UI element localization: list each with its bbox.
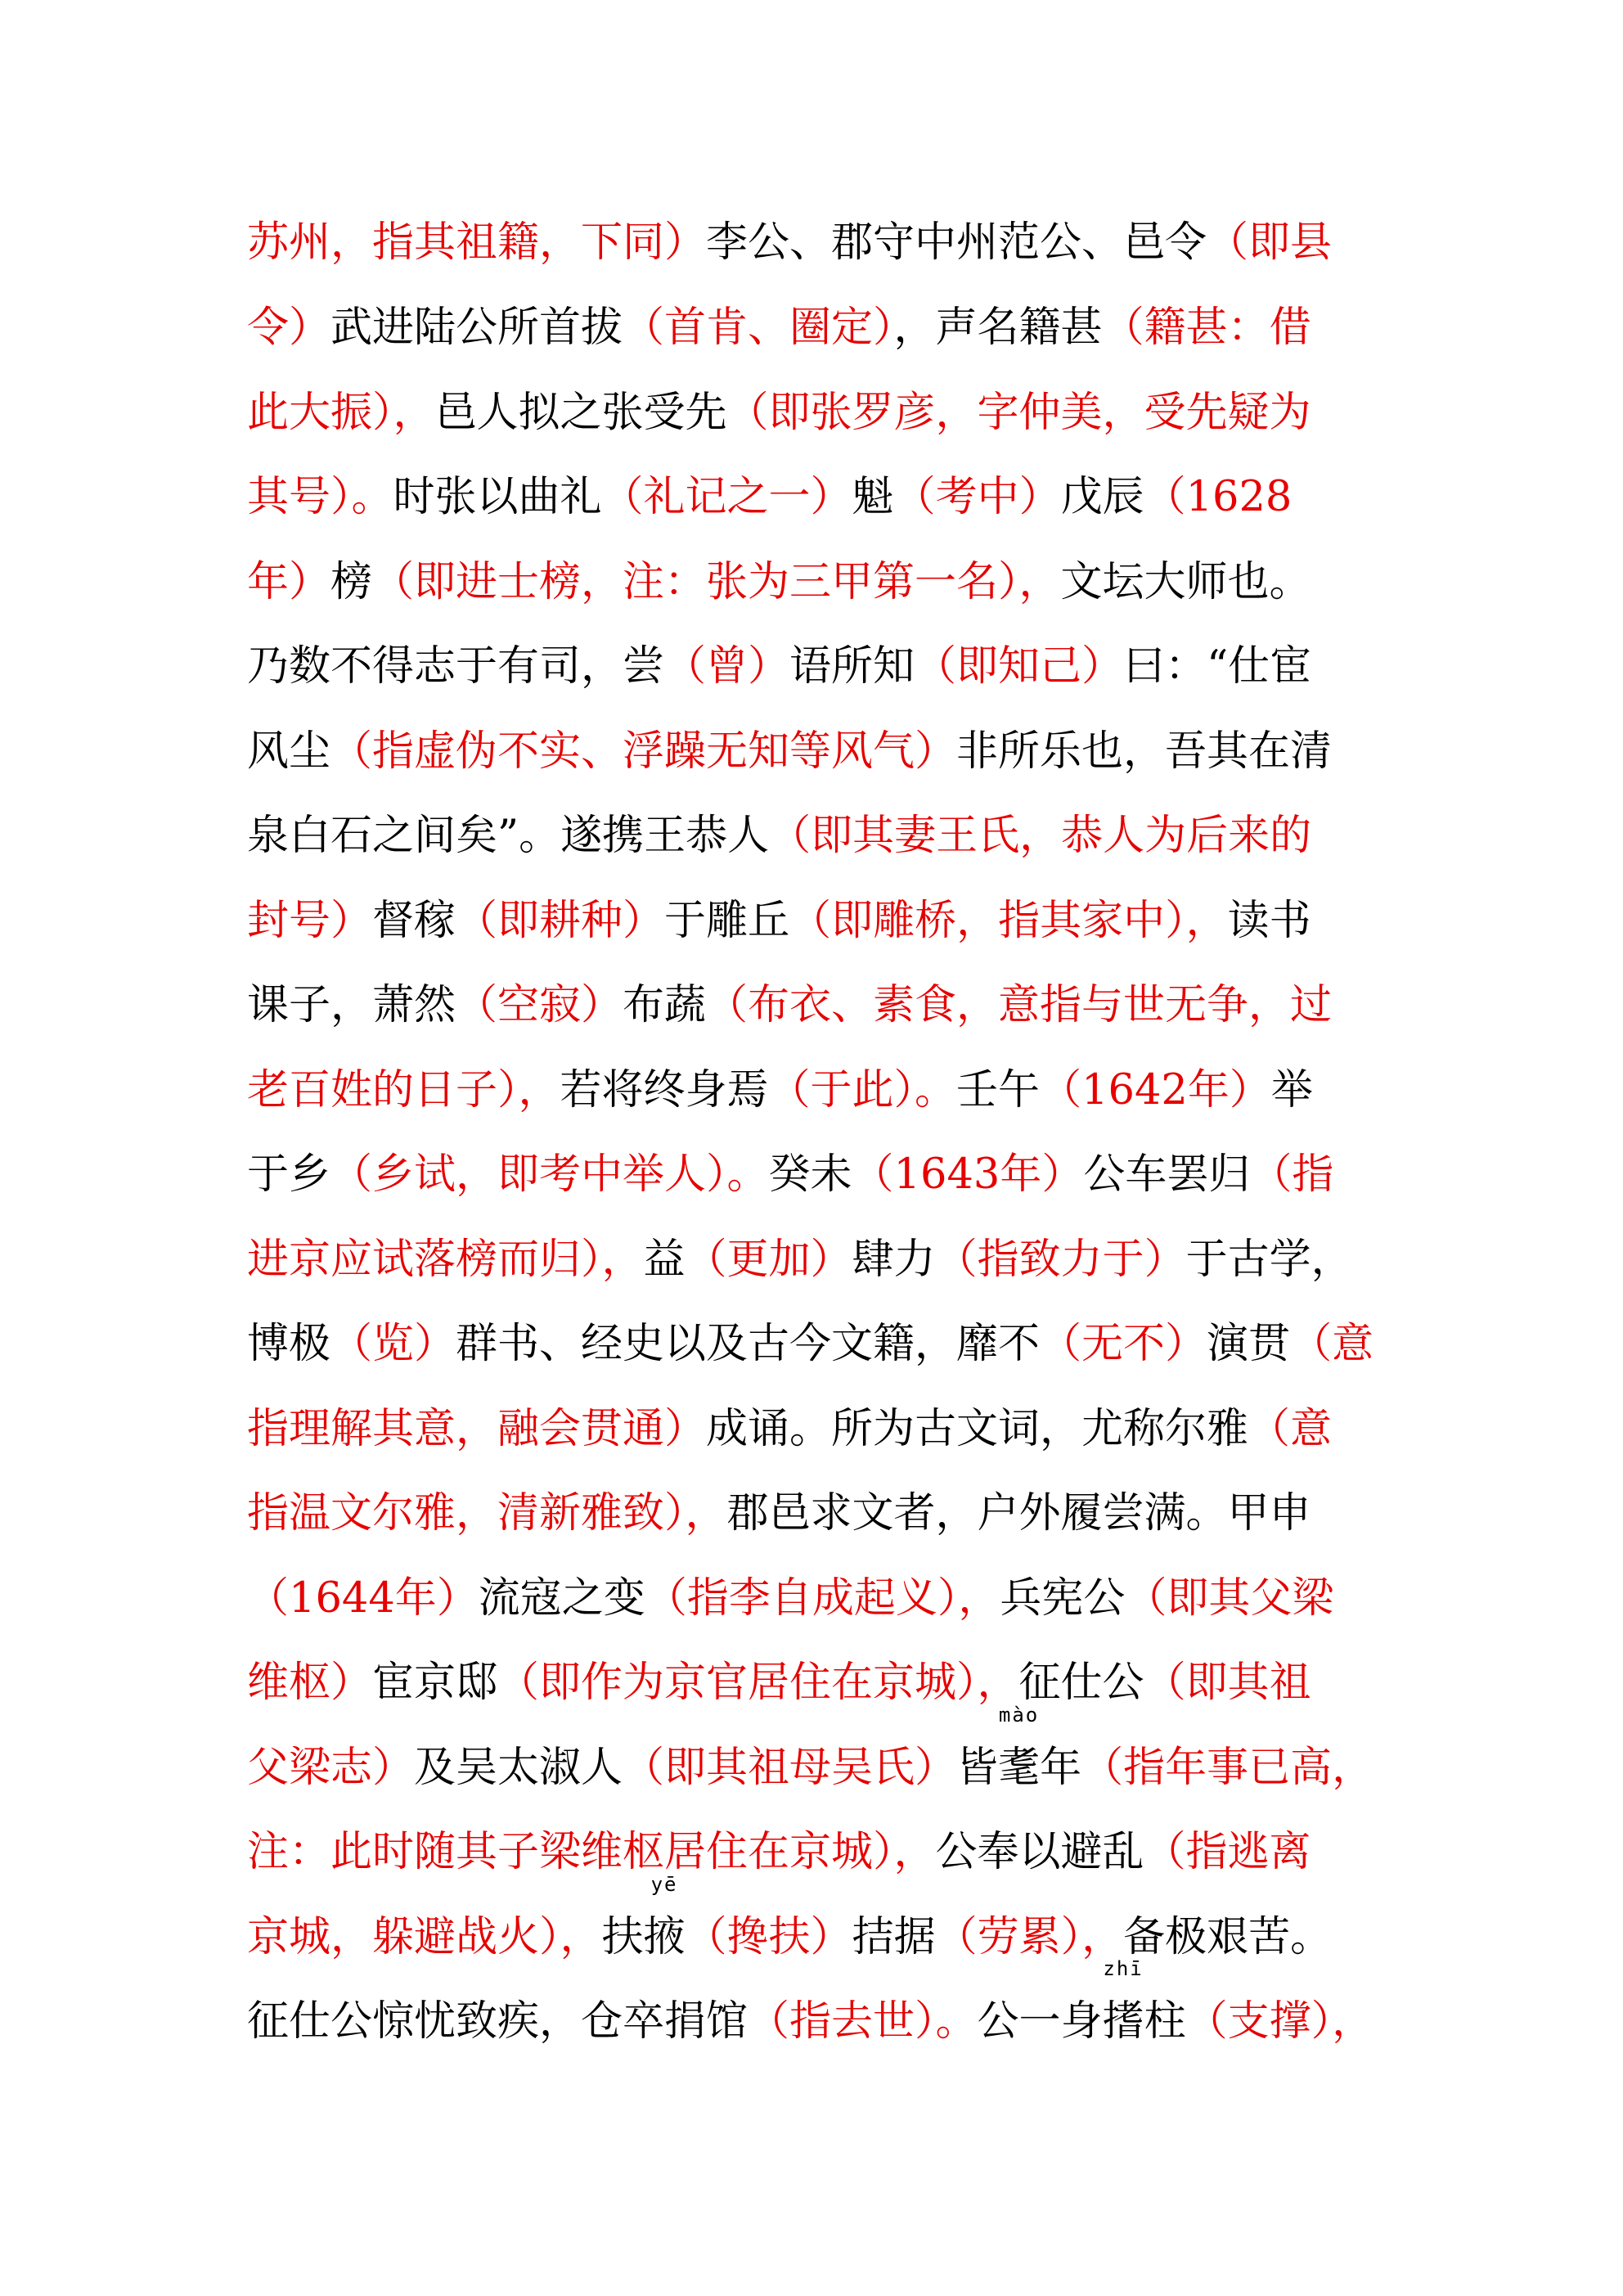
source-text: 肆力 — [852, 1236, 936, 1284]
annotation-text: 维枢） — [247, 1659, 373, 1707]
annotation-text: （即其妻王氏，恭人为后来的 — [769, 812, 1312, 860]
source-text: 读书 — [1227, 897, 1311, 945]
source-text: 课子，萧然 — [247, 981, 456, 1029]
annotation-text: （即张罗彦，字仲美，受先疑为 — [726, 389, 1311, 437]
annotation-text: 注：此时随其子梁维枢居住在京城）， — [247, 1828, 936, 1876]
base-character: 耄 — [998, 1744, 1041, 1792]
text-line — [247, 1562, 1392, 1636]
annotation-text: （指致力于） — [935, 1236, 1186, 1284]
text-line — [247, 1223, 1392, 1297]
source-text: 成诵。所为古文词，尤称尔雅 — [706, 1405, 1249, 1453]
annotation-text: （1628 — [1144, 473, 1293, 521]
annotation-text: 封号） — [247, 897, 373, 945]
annotation-text: （1642年） — [1040, 1066, 1271, 1114]
source-text: 于乡 — [247, 1150, 331, 1199]
text-line — [247, 206, 1392, 280]
annotation-text: （乡试，即考中举人）。 — [330, 1150, 769, 1199]
pinyin-annotation: zhī — [1103, 1957, 1144, 1980]
text-line — [247, 1138, 1392, 1212]
source-text: 征仕公惊忧致疾，仓卒捐馆 — [247, 1997, 749, 2046]
annotation-text: 此大振）， — [247, 389, 435, 437]
annotation-text: （即其祖母吴氏） — [623, 1744, 957, 1792]
annotation-text: 年） — [247, 558, 331, 606]
source-text: 癸未 — [768, 1150, 852, 1199]
source-text: 兵宪公 — [1000, 1574, 1126, 1623]
annotation-text: （即耕种） — [456, 897, 665, 945]
annotation-text: 京城，躲避战火）， — [247, 1913, 602, 1961]
source-text: 时张以曲礼 — [393, 473, 602, 521]
base-character: 掖 — [643, 1913, 686, 1961]
source-text: 公一身 — [977, 1997, 1103, 2046]
annotation-text: （1644年） — [247, 1574, 479, 1623]
text-line — [247, 1646, 1392, 1720]
text-line — [247, 376, 1392, 450]
annotation-text: （即雕桥，指其家中）， — [789, 897, 1228, 945]
annotation-text: （指去世）。 — [748, 1997, 978, 2046]
base-character: 搘 — [1102, 1997, 1144, 2046]
annotation-text: （意 — [1248, 1405, 1333, 1453]
source-text: 博极 — [247, 1320, 331, 1368]
text-line — [247, 1308, 1392, 1381]
source-text: 督稼 — [372, 897, 456, 945]
source-text: 公车罢归 — [1083, 1150, 1251, 1199]
text-line — [247, 546, 1392, 619]
source-text: 柱 — [1144, 1997, 1186, 2046]
text-line — [247, 461, 1392, 534]
source-text: 于古学， — [1185, 1236, 1353, 1284]
annotation-text: 老百姓的日子）， — [247, 1066, 560, 1114]
pinyin-annotation: yē — [650, 1873, 678, 1896]
text-line — [247, 1704, 1392, 1805]
source-text: 备极艰苦。 — [1123, 1913, 1333, 1961]
annotated-character — [1102, 1957, 1144, 2059]
annotation-text: （更加） — [685, 1236, 852, 1284]
source-text: 演贯 — [1207, 1320, 1291, 1368]
annotation-text: （意 — [1290, 1320, 1374, 1368]
source-text: 于雕丘 — [664, 897, 790, 945]
annotation-text: （无不） — [1040, 1320, 1207, 1368]
source-text: 郡邑求文者，户外履尝满。甲申 — [726, 1489, 1311, 1537]
annotation-text: 其号）。 — [247, 473, 393, 521]
source-text: 征仕公 — [1018, 1659, 1144, 1707]
text-line — [247, 885, 1392, 958]
text-line — [247, 1054, 1392, 1128]
source-text: ，声名籍甚 — [893, 304, 1103, 352]
annotation-text: 进京应试落榜而归）， — [247, 1236, 644, 1284]
annotation-text: （支撑）， — [1185, 1997, 1374, 2046]
annotation-text: （指 — [1250, 1150, 1334, 1199]
text-line — [247, 291, 1392, 365]
annotation-text: （指李自成起义）， — [645, 1574, 1000, 1623]
text-line — [247, 1873, 1392, 1974]
annotation-text: （搀扶） — [685, 1913, 852, 1961]
annotation-text: （览） — [330, 1320, 456, 1368]
annotation-text: （即作为京官居住在京城）， — [497, 1659, 1019, 1707]
annotation-text: 指温文尔雅，清新雅致）， — [247, 1489, 727, 1537]
annotation-text: （礼记之一） — [601, 473, 852, 521]
annotation-text: 苏州，指其祖籍，下同） — [247, 218, 707, 267]
source-text: 益 — [643, 1236, 686, 1284]
source-text: 榜 — [330, 558, 373, 606]
text-line — [247, 1957, 1392, 2059]
annotation-text: 父梁志） — [247, 1744, 415, 1792]
annotation-text: （指年事已高， — [1081, 1744, 1374, 1792]
annotation-text: 指理解其意，融会贯通） — [247, 1405, 707, 1453]
source-text: 布蔬 — [623, 981, 707, 1029]
text-line — [247, 799, 1392, 873]
annotation-text: （即其父梁 — [1125, 1574, 1334, 1623]
source-text: 年 — [1040, 1744, 1082, 1792]
source-text: 宦京邸 — [372, 1659, 498, 1707]
source-text: 语所知 — [789, 642, 915, 691]
source-text: 曰：“仕宦 — [1123, 642, 1312, 691]
source-text: 扶 — [601, 1913, 644, 1961]
source-text: 非所乐也，吾其在清 — [956, 727, 1333, 776]
annotation-text: 令） — [247, 304, 331, 352]
source-text: 武进陆公所首拔 — [330, 304, 623, 352]
annotation-text: （籍甚：借 — [1102, 304, 1311, 352]
annotation-text: （于此）。 — [768, 1066, 957, 1114]
annotation-text: （曾） — [664, 642, 790, 691]
annotation-text: （即县 — [1207, 218, 1333, 267]
source-text: 戊辰 — [1060, 473, 1144, 521]
text-line — [247, 1393, 1392, 1466]
source-text: 公奉以避乱 — [935, 1828, 1144, 1876]
annotation-text: （劳累）， — [935, 1913, 1124, 1961]
source-text: 李公、郡守中州范公、邑令 — [706, 218, 1207, 267]
source-text: 壬午 — [956, 1066, 1041, 1114]
text-line — [247, 630, 1392, 704]
annotation-text: （布衣、素食，意指与世无争，过 — [706, 981, 1333, 1029]
source-text: 及吴太淑人 — [414, 1744, 623, 1792]
source-text: 举 — [1270, 1066, 1313, 1114]
annotation-text: （指虚伪不实、浮躁无知等风气） — [330, 727, 957, 776]
annotation-text: （考中） — [893, 473, 1061, 521]
annotation-text: （1643年） — [852, 1150, 1084, 1199]
source-text: 皆 — [956, 1744, 999, 1792]
annotation-text: （空寂） — [456, 981, 623, 1029]
text-line — [247, 715, 1392, 789]
source-text: 流寇之变 — [478, 1574, 645, 1623]
source-text: 风尘 — [247, 727, 331, 776]
text-line — [247, 969, 1392, 1042]
source-text: 魁 — [852, 473, 894, 521]
text-line — [247, 1816, 1392, 1889]
source-text: 若将终身焉 — [560, 1066, 769, 1114]
source-text: 泉白石之间矣”。遂携王恭人 — [247, 812, 770, 860]
annotated-character — [643, 1873, 686, 1974]
annotation-text: （即知己） — [915, 642, 1124, 691]
annotated-character — [998, 1704, 1041, 1805]
source-text: 拮据 — [852, 1913, 936, 1961]
annotation-text: （指逃离 — [1144, 1828, 1311, 1876]
source-text: 乃数不得志于有司，尝 — [247, 642, 665, 691]
source-text: 群书、经史以及古今文籍，靡不 — [456, 1320, 1041, 1368]
source-text: 邑人拟之张受先 — [434, 389, 727, 437]
annotation-text: （首肯、圈定） — [623, 304, 894, 352]
source-text: 文坛大师也。 — [1060, 558, 1311, 606]
pinyin-annotation: mào — [998, 1704, 1040, 1727]
annotation-text: （即其祖 — [1144, 1659, 1311, 1707]
text-line — [247, 1477, 1392, 1551]
annotation-text: （即进士榜，注：张为三甲第一名）， — [372, 558, 1061, 606]
